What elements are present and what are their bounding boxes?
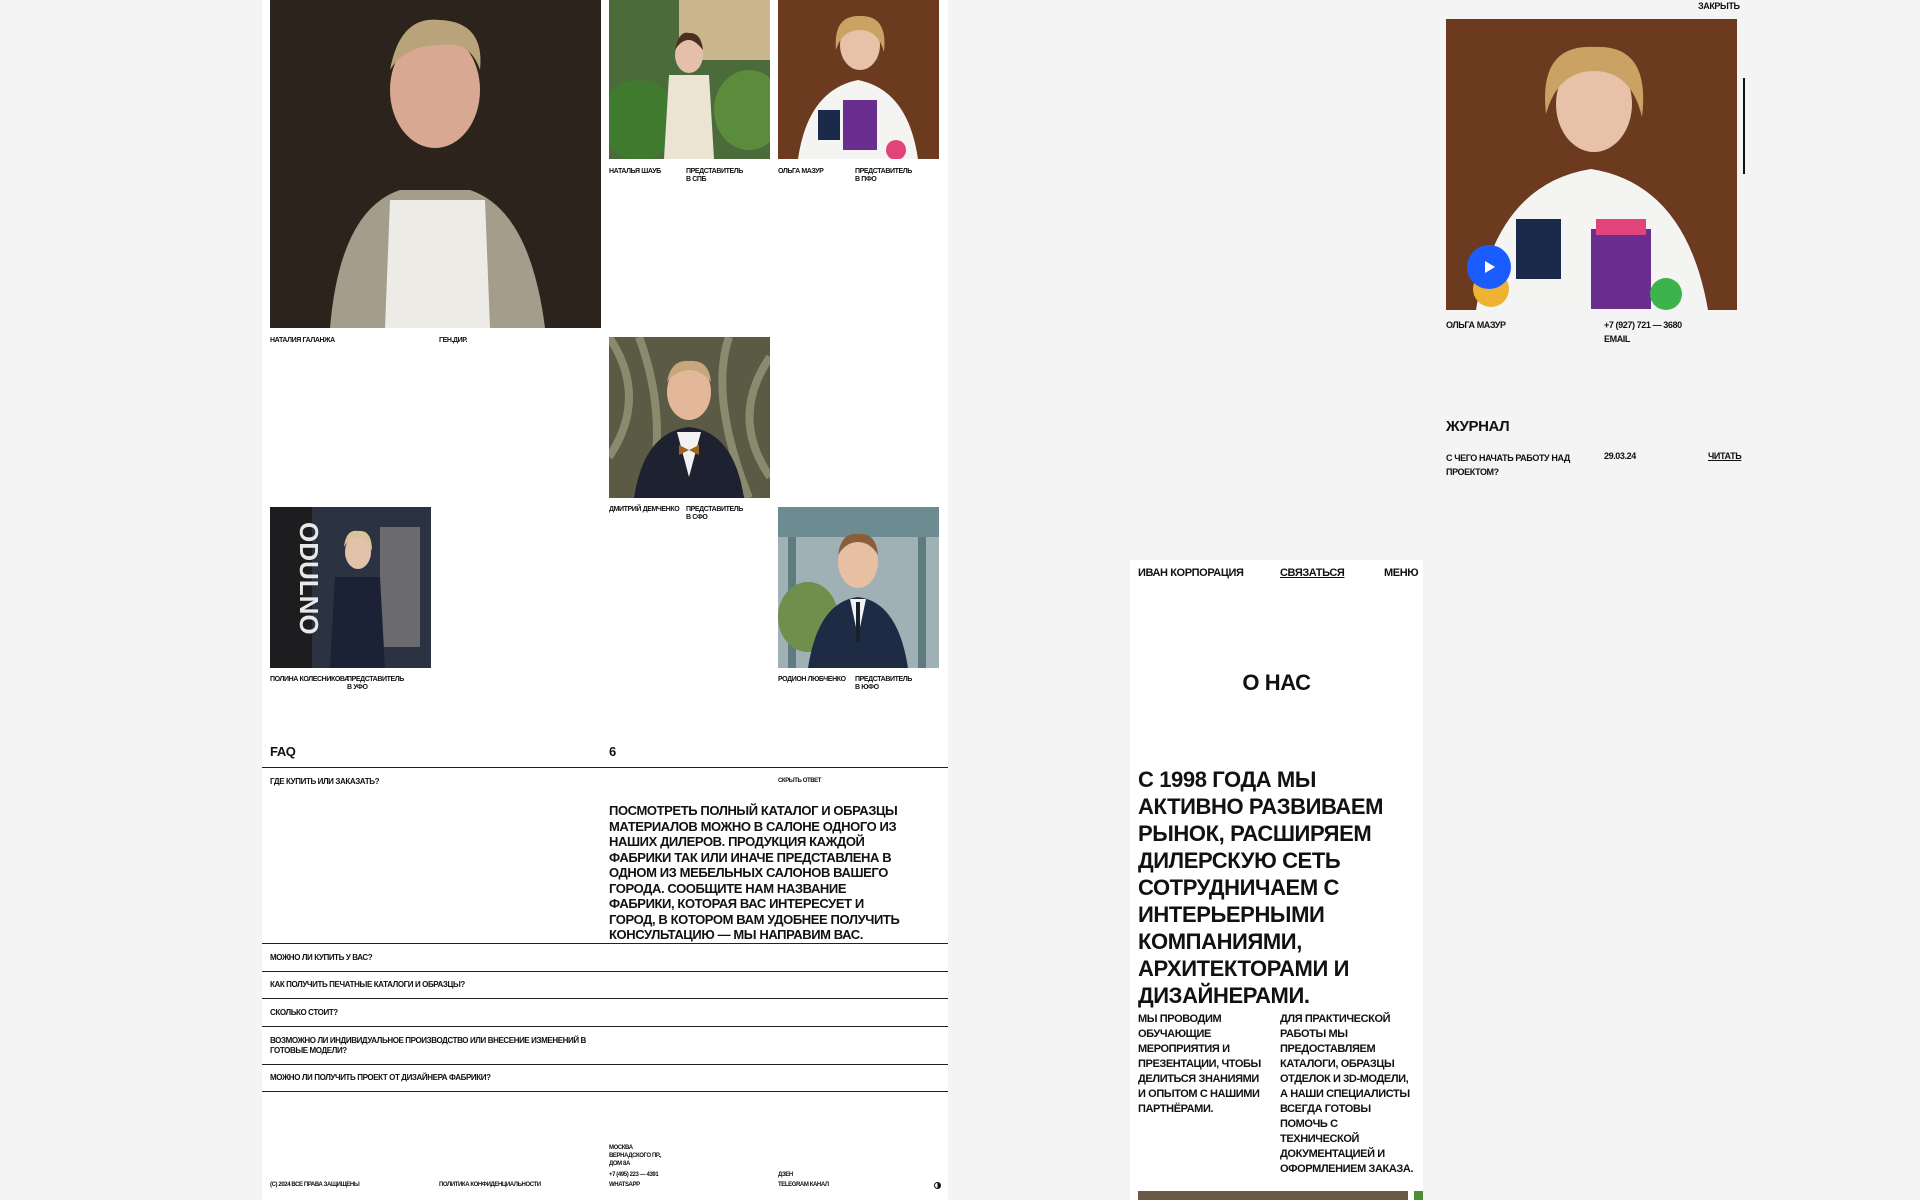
faq-open-question[interactable]: ГДЕ КУПИТЬ ИЛИ ЗАКАЗАТЬ? bbox=[270, 777, 380, 786]
team-photo-2[interactable] bbox=[609, 0, 770, 159]
faq-question[interactable]: СКОЛЬКО СТОИТ? bbox=[270, 1008, 338, 1017]
footer-address-line: ДОМ 8А bbox=[609, 1161, 630, 1167]
team-photo-4[interactable] bbox=[609, 337, 770, 498]
footer-address bbox=[609, 1144, 661, 1168]
faq-divider bbox=[262, 1064, 948, 1065]
play-button[interactable] bbox=[1467, 245, 1511, 289]
play-icon bbox=[1467, 245, 1511, 289]
team-role-5: ПРЕДСТАВИТЕЛЬ В УФО bbox=[347, 676, 404, 691]
team-name-6: РОДИОН ЛЮБЧЕНКО bbox=[778, 676, 846, 683]
team-role-6: ПРЕДСТАВИТЕЛЬ В ЮФО bbox=[855, 676, 912, 691]
footer-copyright: (С) 2024 ВСЕ ПРАВА ЗАЩИЩЕНЫ bbox=[270, 1182, 360, 1188]
team-name-2: НАТАЛЬЯ ШАУБ bbox=[609, 168, 661, 175]
faq-hide-answer-button[interactable]: СКРЫТЬ ОТВЕТ bbox=[778, 778, 822, 784]
team-role-1: ГЕН.ДИР. bbox=[439, 337, 468, 344]
mobile-preview bbox=[1130, 560, 1423, 1200]
about-heading: О НАС bbox=[1242, 670, 1311, 695]
footer-privacy-link[interactable]: ПОЛИТИКА КОНФИДЕНЦИАЛЬНОСТИ bbox=[439, 1182, 541, 1188]
about-col-2: ДЛЯ ПРАКТИЧЕСКОЙ РАБОТЫ МЫ ПРЕДОСТАВЛЯЕМ КАТАЛОГИ, ОБРАЗЦЫ ОТДЕЛОК И 3D-МОДЕЛИ, А НАШИ СПЕЦИАЛИСТЫ ВСЕГДА ГОТОВЫ ПОМОЧЬ С ТЕХНИЧЕСКОЙ ДОКУМЕНТАЦИЕЙ И ОФОРМЛЕНИЕМ ЗАКАЗА. bbox=[1280, 1013, 1414, 1175]
faq-divider bbox=[262, 767, 948, 768]
footer-address-line: МОСКВА bbox=[609, 1145, 633, 1151]
menu-button[interactable]: МЕНЮ bbox=[1384, 567, 1419, 579]
footer-whatsapp-link[interactable]: WHATSAPP bbox=[609, 1182, 640, 1188]
team-photo-6[interactable] bbox=[778, 507, 939, 668]
footer-phone[interactable]: +7 (495) 223 — 4391 bbox=[609, 1172, 659, 1178]
theme-toggle-icon[interactable] bbox=[934, 1182, 941, 1189]
team-photo-5[interactable] bbox=[270, 507, 431, 668]
faq-question[interactable]: МОЖНО ЛИ КУПИТЬ У ВАС? bbox=[270, 953, 373, 962]
team-name-3: ОЛЬГА МАЗУР bbox=[778, 168, 824, 175]
faq-question[interactable]: КАК ПОЛУЧИТЬ ПЕЧАТНЫЕ КАТАЛОГИ И ОБРАЗЦЫ? bbox=[270, 980, 465, 989]
team-photo-1[interactable] bbox=[270, 0, 601, 328]
faq-divider bbox=[262, 1091, 948, 1092]
faq-open-answer: ПОСМОТРЕТЬ ПОЛНЫЙ КАТАЛОГ И ОБРАЗЦЫ МАТЕРИАЛОВ МОЖНО В САЛОНЕ ОДНОГО ИЗ НАШИХ ДИЛЕРОВ. ПРОДУКЦИЯ КАЖДОЙ ФАБРИКИ ТАК ИЛИ ИНАЧЕ ПРЕДСТАВЛЕНА В ОДНОМ ИЗ МЕБЕЛЬНЫХ САЛОНОВ ВАШЕГО ГОРОДА. СООБЩИТЕ НАМ НАЗВАНИЕ ФАБРИКИ, КОТОРАЯ ВАС ИНТЕРЕСУЕТ И ГОРОД, В КОТОРОМ ВАМ УДОБНЕЕ ПОЛУЧИТЬ КОНСУЛЬТАЦИЮ — МЫ НАПРАВИМ ВАС. bbox=[609, 803, 900, 942]
team-name-1: НАТАЛИЯ ГАЛАНЖА bbox=[270, 337, 335, 344]
journal-read-link[interactable]: ЧИТАТЬ bbox=[1708, 451, 1742, 461]
faq-divider bbox=[262, 1026, 948, 1027]
about-col-1: МЫ ПРОВОДИМ ОБУЧАЮЩИЕ МЕРОПРИЯТИЯ И ПРЕЗЕНТАЦИИ, ЧТОБЫ ДЕЛИТЬСЯ ЗНАНИЯМИ И ОПЫТОМ С НАШИМИ ПАРТНЁРАМИ. bbox=[1138, 1013, 1261, 1115]
journal-article-title[interactable]: С ЧЕГО НАЧАТЬ РАБОТУ НАД ПРОЕКТОМ? bbox=[1446, 453, 1570, 477]
brand-logo[interactable]: ИВАН КОРПОРАЦИЯ bbox=[1138, 567, 1244, 579]
popup-email-link[interactable]: EMAIL bbox=[1604, 334, 1630, 344]
svg-text:ODULNO: ODULNO bbox=[294, 522, 324, 635]
faq-count: 6 bbox=[609, 744, 616, 759]
about-lead: С 1998 ГОДА МЫ АКТИВНО РАЗВИВАЕМ РЫНОК, РАСШИРЯЕМ ДИЛЕРСКУЮ СЕТЬ СОТРУДНИЧАЕМ С ИНТЕРЬЕРНЫМИ КОМПАНИЯМИ, АРХИТЕКТОРАМИ И ДИЗАЙНЕРАМИ. bbox=[1138, 767, 1384, 1008]
main-column bbox=[262, 0, 948, 1200]
footer-dzen-link[interactable]: ДЗЕН bbox=[778, 1172, 793, 1178]
faq-divider bbox=[262, 971, 948, 972]
journal-title: ЖУРНАЛ bbox=[1446, 418, 1510, 435]
team-photo-3[interactable] bbox=[778, 0, 939, 159]
close-button[interactable]: ЗАКРЫТЬ bbox=[1698, 1, 1740, 11]
footer-address-line: ВЕРНАДСКОГО ПР., bbox=[609, 1153, 662, 1159]
faq-title: FAQ bbox=[270, 744, 296, 759]
popup-photo[interactable] bbox=[1446, 19, 1737, 310]
popup-name: ОЛЬГА МАЗУР bbox=[1446, 320, 1506, 330]
contact-link[interactable]: СВЯЗАТЬСЯ bbox=[1280, 567, 1345, 579]
team-role-4: ПРЕДСТАВИТЕЛЬ В СФО bbox=[686, 506, 743, 521]
faq-question[interactable]: МОЖНО ЛИ ПОЛУЧИТЬ ПРОЕКТ ОТ ДИЗАЙНЕРА ФАБРИКИ? bbox=[270, 1073, 491, 1082]
team-role-2: ПРЕДСТАВИТЕЛЬ В СПБ bbox=[686, 168, 743, 183]
faq-question[interactable]: ВОЗМОЖНО ЛИ ИНДИВИДУАЛЬНОЕ ПРОИЗВОДСТВО ИЛИ ВНЕСЕНИЕ ИЗМЕНЕНИЙ В ГОТОВЫЕ МОДЕЛИ? bbox=[270, 1036, 586, 1055]
faq-divider bbox=[262, 943, 948, 944]
card-image bbox=[1414, 1191, 1423, 1200]
team-name-5: ПОЛИНА КОЛЕСНИКОВА bbox=[270, 676, 349, 683]
team-role-3: ПРЕДСТАВИТЕЛЬ В ПФО bbox=[855, 168, 912, 183]
card-image bbox=[1138, 1191, 1408, 1200]
footer-telegram-link[interactable]: TELEGRAM КАНАЛ bbox=[778, 1182, 829, 1188]
journal-article-date: 29.03.24 bbox=[1604, 451, 1636, 461]
team-name-4: ДМИТРИЙ ДЕМЧЕНКО bbox=[609, 506, 680, 513]
popup-phone[interactable]: +7 (927) 721 — 3680 bbox=[1604, 320, 1682, 330]
popup-scrollbar[interactable] bbox=[1743, 78, 1745, 174]
faq-divider bbox=[262, 998, 948, 999]
